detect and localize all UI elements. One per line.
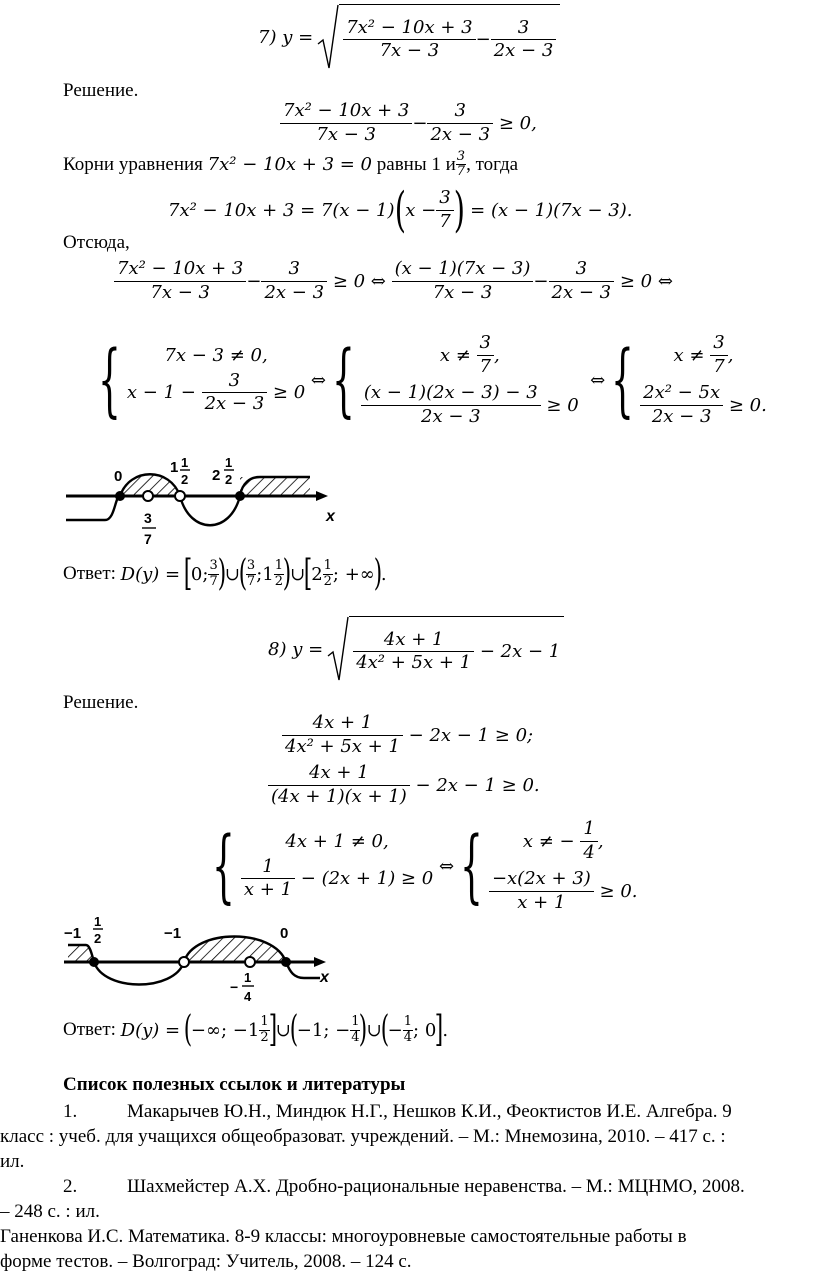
roots-sentence xyxy=(63,150,518,180)
answer-label: Ответ: xyxy=(63,1019,116,1040)
axis-label: 2 xyxy=(94,931,102,946)
expr: x − 1 − xyxy=(126,382,196,403)
answer-dy: D(y) = xyxy=(120,1019,181,1041)
system-line xyxy=(361,332,579,378)
filled-point xyxy=(89,957,99,967)
system-line: 4x + 1 ≠ 0, xyxy=(285,830,389,852)
open-point xyxy=(245,957,255,967)
ref-item-2-text: Шахмейстер А.Х. Дробно-рациональные неравенства. – М.: МЦНМО, 2008. xyxy=(127,1176,745,1197)
fraction-denominator: 7x − 3 xyxy=(343,39,475,63)
filled-point xyxy=(235,491,245,501)
left-brace: { xyxy=(97,333,121,426)
text-fragment: равны 1 и xyxy=(376,153,456,175)
answer-dy: D(y) = xyxy=(120,563,181,585)
fraction-numerator: −x(2x + 3) xyxy=(491,868,591,889)
fraction-numerator: 7x² − 10x + 3 xyxy=(346,16,473,38)
axis-label: −1 xyxy=(64,925,82,942)
answer-part: −∞; −1 xyxy=(190,1019,260,1041)
solution-label: Решение. xyxy=(63,80,139,101)
problem-8-function xyxy=(268,616,564,682)
fraction-numerator: 1 xyxy=(260,1014,269,1030)
axis-label: 3 xyxy=(144,510,152,526)
left-brace: { xyxy=(331,333,355,426)
expr: − (2x + 1) ≥ 0 xyxy=(300,868,434,889)
right-paren: ) xyxy=(453,182,465,238)
hence-label: Отсюда, xyxy=(63,232,130,253)
fraction-numerator: 1 xyxy=(351,1014,360,1030)
answer-part: . xyxy=(380,563,387,585)
answer-part: ; +∞ xyxy=(332,563,375,585)
axis-label: x xyxy=(320,969,329,986)
expr: x ≠ − xyxy=(522,830,575,852)
axis-label: 2 xyxy=(181,472,189,487)
fraction-numerator: 7x² − 10x + 3 xyxy=(283,100,410,121)
fraction-numerator: (x − 1)(7x − 3) xyxy=(394,258,531,279)
fraction-numerator: 1 xyxy=(403,1014,413,1030)
axis-label: 2 xyxy=(225,472,233,487)
axis-label: 0 xyxy=(280,925,289,942)
expr: ≥ 0 xyxy=(272,382,306,403)
system-chain-7 xyxy=(92,332,767,428)
solution-label: Решение. xyxy=(63,692,139,713)
fraction-denominator: 7 xyxy=(209,573,218,589)
ref-item-1-num: 1. xyxy=(63,1101,78,1122)
expr: x ≠ xyxy=(673,344,705,366)
union-sign: ∪ xyxy=(366,1019,382,1041)
filled-point xyxy=(281,957,291,967)
comma: , xyxy=(494,344,500,366)
ref-extra-line: Ганенкова И.С. Математика. 8-9 классы: многоуровневые самостоятельные работы в xyxy=(0,1226,687,1247)
ref-item-1-text: Макарычев Ю.Н., Миндюк Н.Г., Нешков К.И., Феоктистов И.Е. Алгебра. 9 xyxy=(127,1101,732,1122)
fraction-denominator: 4 xyxy=(580,841,597,865)
fraction-denominator: x + 1 xyxy=(241,878,295,902)
fraction-numerator: 4x + 1 xyxy=(309,762,369,783)
ref-item-2-cont: – 248 с. : ил. xyxy=(0,1201,100,1222)
fraction-denominator: 7 xyxy=(477,355,494,379)
radical-sign-icon xyxy=(317,4,339,70)
answer-8: Ответ: D(y) = ( −∞; −1 $\frac{1}{2}$ ] ∪ ( −1; − $\frac{1}{4}$ ) ∪ ( − $\frac{1}{4}$ ; 0 ] . xyxy=(63,1009,449,1050)
fraction-denominator: 7 xyxy=(710,355,727,379)
inequality-7 xyxy=(280,100,537,146)
ref-item-1-cont: ил. xyxy=(0,1151,25,1172)
union-sign: ∪ xyxy=(275,1019,291,1041)
open-point xyxy=(143,491,153,501)
answer-part: . xyxy=(442,1019,449,1041)
fraction-denominator: 4x² + 5x + 1 xyxy=(282,735,403,759)
fraction-numerator: 4x + 1 xyxy=(383,628,444,650)
fraction-numerator: 2x² − 5x xyxy=(643,382,721,403)
axis-label: − xyxy=(230,979,239,995)
fraction-denominator: 2x − 3 xyxy=(427,123,493,147)
ref-item-1-cont: класс : учеб. для учащихся общеобразоват. учреждений. – М.: Мнемозина, 2010. – 417 с. : xyxy=(0,1126,726,1147)
ref-item-2-num: 2. xyxy=(63,1176,78,1197)
sqrt-expression xyxy=(327,616,564,682)
axis-label: −1 xyxy=(164,925,182,942)
axis-label: 1 xyxy=(244,970,252,985)
fraction-numerator: 3 xyxy=(713,332,725,353)
axis-label: 4 xyxy=(244,989,252,1004)
fraction-denominator: 2x − 3 xyxy=(491,39,557,63)
expr: − 2x − 1 ≥ 0. xyxy=(415,774,540,796)
fraction-numerator: 1 xyxy=(323,558,332,574)
open-point xyxy=(175,491,185,501)
answer-part: 2 xyxy=(311,563,323,585)
fraction-denominator: 2x − 3 xyxy=(640,405,723,429)
axis-label: 7 xyxy=(144,531,152,547)
number-line-8 xyxy=(58,910,348,1015)
minus-sign: − xyxy=(475,29,491,50)
axis-label: 1 xyxy=(181,455,189,470)
iff-sign: ⇔ xyxy=(310,369,326,391)
union-sign: ∪ xyxy=(224,563,240,585)
fraction-denominator: 4x² + 5x + 1 xyxy=(353,651,474,675)
filled-point xyxy=(115,491,125,501)
fraction-denominator: x + 1 xyxy=(489,891,594,915)
factor-x-minus: x − xyxy=(405,199,437,221)
ge-zero-iff: ≥ 0 ⇔ xyxy=(619,270,673,292)
fraction-denominator: 7x − 3 xyxy=(114,281,246,305)
fraction-numerator: 1 xyxy=(583,818,595,839)
system-line xyxy=(640,382,767,428)
system-1 xyxy=(127,345,305,416)
fraction-denominator: (4x + 1)(x + 1) xyxy=(268,785,410,809)
expr: ≥ 0 xyxy=(546,394,579,416)
sqrt-expression xyxy=(317,4,560,70)
factor-right: = (x − 1)(7x − 3). xyxy=(470,199,633,221)
system-chain-8 xyxy=(206,818,638,914)
references-heading: Список полезных ссылок и литературы xyxy=(63,1074,406,1095)
answer-part: ; xyxy=(256,563,263,585)
system-line xyxy=(361,382,579,428)
iff-sign: ⇔ xyxy=(590,369,606,391)
fraction-numerator: 1 xyxy=(274,558,283,574)
system-line xyxy=(241,856,433,902)
ref-extra-line: форме тестов. – Волгоград: Учитель, 2008. – 124 с. xyxy=(0,1251,412,1272)
expr: − 2x − 1 xyxy=(479,641,561,662)
number-line-7 xyxy=(60,455,360,555)
problem-number: 8) xyxy=(268,638,287,660)
inequality-tail: ≥ 0, xyxy=(498,112,537,134)
text-fragment: Корни уравнения xyxy=(63,153,203,175)
system-line xyxy=(489,818,638,864)
fraction-denominator: 7x − 3 xyxy=(392,281,534,305)
hatched-region xyxy=(184,937,286,963)
fraction-numerator: 3 xyxy=(246,558,256,574)
fraction-numerator: 3 xyxy=(288,258,300,279)
factorization xyxy=(168,182,633,238)
left-paren: ( xyxy=(394,182,406,238)
answer-7: Ответ: D(y) = [ 0; $\frac{3}{7}$ ) ∪ ( $\frac{3}{7}$ ; 1 $\frac{1}{2}$ ) ∪ [ 2 $\frac{1}{2}$ ; +∞ ) . xyxy=(63,553,387,594)
iff-sign: ⇔ xyxy=(438,855,455,877)
minus-sign: − xyxy=(412,112,428,134)
equivalence-line xyxy=(114,258,673,304)
fraction-numerator: (x − 1)(2x − 3) − 3 xyxy=(363,382,538,403)
left-brace: { xyxy=(611,333,635,426)
fraction-denominator: 2 xyxy=(274,573,283,589)
open-point xyxy=(179,957,189,967)
fraction-numerator: 3 xyxy=(454,100,466,121)
axis-arrow-icon xyxy=(316,491,328,501)
axis-label: 1 xyxy=(94,914,102,929)
union-sign: ∪ xyxy=(290,563,306,585)
system-1 xyxy=(241,831,433,902)
text-fragment: , тогда xyxy=(466,153,519,175)
y-equals: y = xyxy=(292,638,324,660)
fraction-denominator: 7 xyxy=(456,164,466,180)
problem-7-function xyxy=(258,4,560,70)
axis-label: 1 xyxy=(170,459,179,476)
y-equals: y = xyxy=(282,26,314,48)
fraction-denominator: 4 xyxy=(403,1029,413,1045)
fraction-numerator: 3 xyxy=(479,332,491,353)
axis-label: 2 xyxy=(212,467,221,484)
fraction-denominator: 2x − 3 xyxy=(361,405,541,429)
answer-part: −1; − xyxy=(296,1019,351,1041)
fraction-numerator: 3 xyxy=(575,258,588,279)
expr: − 2x − 1 ≥ 0; xyxy=(408,724,534,746)
comma: , xyxy=(597,830,604,852)
left-brace: { xyxy=(460,819,483,912)
axis-label: 1 xyxy=(225,455,233,470)
axis-arrow-icon xyxy=(314,957,326,967)
radical-sign-icon xyxy=(327,616,349,682)
fraction-numerator: 4x + 1 xyxy=(312,712,373,733)
system-line: 7x − 3 ≠ 0, xyxy=(164,344,268,366)
minus-sign: − xyxy=(533,270,549,292)
axis-label: x xyxy=(326,508,335,525)
expr: ≥ 0. xyxy=(728,394,767,416)
system-line xyxy=(640,332,767,378)
left-brace: { xyxy=(211,819,235,912)
system-line xyxy=(127,370,305,416)
answer-part: 0; xyxy=(190,563,209,585)
expr: ≥ 0. xyxy=(599,880,638,902)
answer-part: ; 0 xyxy=(413,1019,437,1041)
fraction-denominator: 2 xyxy=(323,573,332,589)
equation: 7x² − 10x + 3 = 0 xyxy=(207,154,373,176)
inequality-8a xyxy=(282,712,533,758)
fraction-denominator: 7x − 3 xyxy=(280,123,412,147)
expr: x ≠ xyxy=(439,344,471,366)
answer-part: − xyxy=(387,1019,403,1041)
fraction-denominator: 2x − 3 xyxy=(202,392,268,416)
fraction-denominator: 2x − 3 xyxy=(549,281,615,305)
inequality-8b xyxy=(268,762,540,808)
factor-left: 7x² − 10x + 3 = 7(x − 1) xyxy=(168,199,395,221)
fraction-numerator: 3 xyxy=(209,558,218,574)
system-line xyxy=(489,868,638,914)
fraction-numerator: 1 xyxy=(262,855,274,877)
system-3 xyxy=(640,332,767,428)
axis-label: 0 xyxy=(114,468,123,485)
answer-part: 1 xyxy=(262,563,274,585)
system-2 xyxy=(361,332,579,428)
fraction-denominator: 2x − 3 xyxy=(261,281,327,305)
fraction-numerator: 3 xyxy=(228,369,241,391)
fraction-denominator: 2 xyxy=(260,1029,269,1045)
problem-number: 7) xyxy=(258,26,277,48)
ge-zero-iff: ≥ 0 ⇔ xyxy=(332,270,386,292)
fraction-numerator: 3 xyxy=(439,187,451,208)
system-2 xyxy=(489,818,638,914)
answer-label: Ответ: xyxy=(63,563,116,584)
fraction-denominator: 7 xyxy=(436,210,453,234)
fraction-numerator: 3 xyxy=(456,149,466,164)
fraction-denominator: 7 xyxy=(246,573,256,589)
fraction-numerator: 7x² − 10x + 3 xyxy=(117,258,244,279)
fraction-denominator: 4 xyxy=(351,1029,360,1045)
minus-sign: − xyxy=(246,270,262,292)
comma: , xyxy=(727,344,734,366)
fraction-numerator: 3 xyxy=(517,16,530,38)
